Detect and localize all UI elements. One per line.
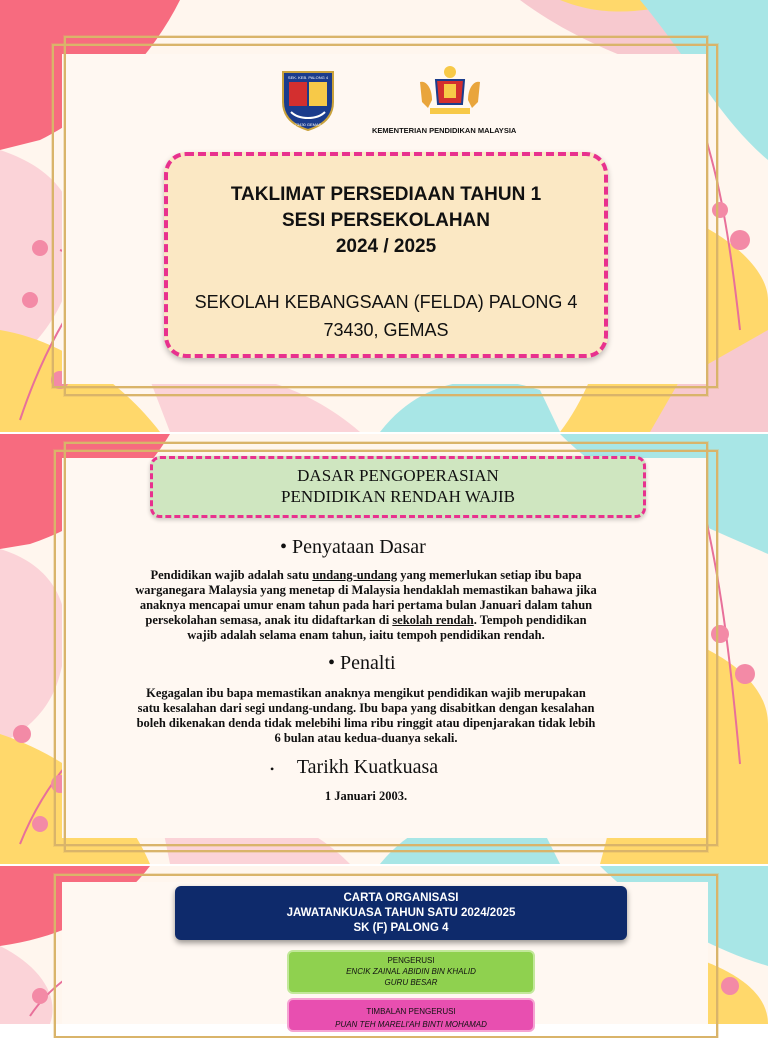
- org-header-line-1: CARTA ORGANISASI: [343, 892, 459, 904]
- policy-heading-box: [150, 456, 646, 518]
- school-crest-logo: [279, 68, 337, 132]
- title-box: [164, 152, 608, 358]
- bullet: •: [280, 536, 288, 558]
- text-line: Pendidikan wajib adalah satu undang-undang yang memerlukan setiap ibu bapa: [150, 568, 582, 582]
- person-name: PUAN TEH MARELI'AH BINTI MOHAMAD: [335, 1020, 487, 1029]
- bullet: •: [270, 762, 275, 776]
- policy-statement-text: [96, 568, 636, 643]
- title-line-3: 2024 / 2025: [335, 236, 437, 257]
- text-line: Kegagalan ibu bapa memastikan anaknya mengikut pendidikan wajib merupakan: [146, 686, 586, 700]
- title-line-2: SESI PERSEKOLAHAN: [282, 210, 490, 231]
- bullet: •: [328, 652, 336, 674]
- person-name: ENCIK ZAINAL ABIDIN BIN KHALID: [346, 967, 476, 976]
- text-line: satu kesalahan dari segi undang-undang. Ibu bapa yang disabitkan dengan kesalahan: [137, 701, 595, 715]
- penalty-text: [96, 686, 636, 746]
- svg-text:SEK. KEB. PALONG 4: SEK. KEB. PALONG 4: [287, 75, 329, 80]
- underlined-term: undang-undang: [312, 568, 398, 582]
- text-line: persekolahan semasa, anak itu didaftarkan di sekolah rendah. Tempoh pendidikan: [145, 613, 587, 627]
- role-label: PENGERUSI: [387, 956, 435, 965]
- section-title: Tarikh Kuatkuasa: [296, 756, 439, 778]
- text-line: boleh dikenakan denda tidak melebihi lima ribu ringgit atau dipenjarakan tidak lebih: [136, 716, 596, 730]
- org-chart-header: [175, 886, 627, 940]
- vice-chairman-box: [287, 998, 535, 1032]
- title-line-1: TAKLIMAT PERSEDIAAN TAHUN 1: [230, 184, 542, 205]
- slide-policy: [0, 434, 768, 864]
- ministry-label: KEMENTERIAN PENDIDIKAN MALAYSIA: [372, 126, 517, 135]
- section-penalti: [328, 652, 396, 675]
- section-title: Penyataan Dasar: [292, 536, 426, 558]
- policy-heading-line-1: DASAR PENGOPERASIAN: [297, 466, 499, 485]
- text-line: warganegara Malaysia yang menetap di Malaysia hendaklah memastikan bahawa jika: [135, 583, 597, 597]
- text-line: 6 bulan atau kedua-duanya sekali.: [274, 731, 458, 745]
- policy-heading-line-2: PENDIDIKAN RENDAH WAJIB: [281, 487, 515, 506]
- section-tarikh-kuatkuasa: [270, 756, 438, 779]
- person-title: GURU BESAR: [384, 978, 438, 987]
- org-header-line-3: SK (F) PALONG 4: [353, 922, 449, 934]
- text-line: anaknya mencapai umur enam tahun pada hari pertama bulan Januari dalam tahun: [139, 598, 593, 612]
- svg-text:73430 GEMAS: 73430 GEMAS: [294, 122, 322, 127]
- slide-title: [0, 0, 768, 432]
- effective-date: 1 Januari 2003.: [324, 789, 408, 803]
- chairman-box: [287, 950, 535, 994]
- text-line: wajib adalah selama enam tahun, iaitu tempoh pendidikan rendah.: [187, 628, 545, 642]
- slide-org-chart: [0, 866, 768, 1029]
- school-address: 73430, GEMAS: [323, 320, 449, 340]
- underlined-term: sekolah rendah: [392, 613, 474, 627]
- malaysia-coat-of-arms-logo: [414, 62, 486, 122]
- org-header-line-2: JAWATANKUASA TAHUN SATU 2024/2025: [286, 907, 516, 919]
- school-name: SEKOLAH KEBANGSAAN (FELDA) PALONG 4: [194, 292, 578, 312]
- role-label: TIMBALAN PENGERUSI: [366, 1007, 456, 1016]
- section-penyataan-dasar: [280, 536, 426, 559]
- section-title: Penalti: [340, 652, 396, 674]
